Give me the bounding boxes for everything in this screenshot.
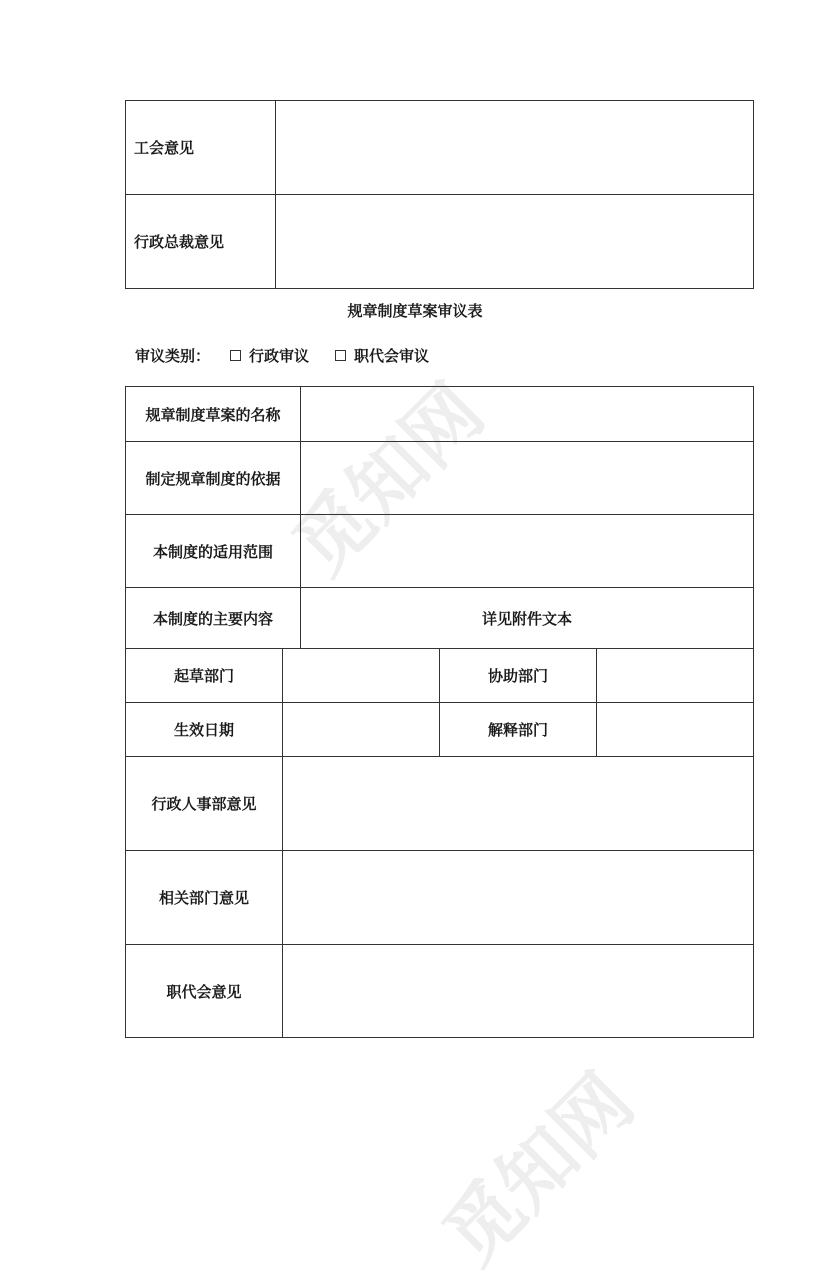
table-row [126, 195, 754, 289]
checkbox-icon[interactable] [230, 350, 241, 361]
watermark: 觅知网 [276, 366, 501, 591]
review-form-table [125, 386, 754, 1038]
union-opinion-field[interactable] [276, 101, 754, 195]
table-row [126, 851, 754, 945]
hr-opinion-label: 行政人事部意见 [126, 757, 283, 851]
table-row [126, 945, 754, 1038]
scope-label: 本制度的适用范围 [126, 515, 301, 588]
review-category-label: 审议类别： [135, 347, 211, 365]
hr-opinion-field[interactable] [283, 757, 754, 851]
draft-name-field[interactable] [301, 387, 754, 442]
effective-date-field[interactable] [283, 703, 440, 757]
ceo-opinion-field[interactable] [276, 195, 754, 289]
table-row [126, 101, 754, 195]
checkbox-icon[interactable] [335, 350, 346, 361]
basis-label: 制定规章制度的依据 [126, 442, 301, 515]
assisting-dept-field[interactable] [597, 649, 754, 703]
content-value: 详见附件文本 [301, 588, 754, 649]
union-opinion-label: 工会意见 [126, 101, 276, 195]
drafting-dept-label: 起草部门 [126, 649, 283, 703]
table-row [126, 757, 754, 851]
table-row [126, 515, 754, 588]
assisting-dept-label: 协助部门 [440, 649, 597, 703]
interpreting-dept-field[interactable] [597, 703, 754, 757]
watermark-bottom: 觅知网 [426, 1056, 651, 1281]
congress-review-label: 职代会审议 [354, 347, 430, 365]
congress-opinion-field[interactable] [283, 945, 754, 1038]
form-title: 规章制度草案审议表 [347, 302, 483, 320]
table-row [126, 703, 754, 757]
content-label: 本制度的主要内容 [126, 588, 301, 649]
review-category [135, 345, 455, 366]
congress-review-option[interactable] [335, 345, 429, 366]
drafting-dept-field[interactable] [283, 649, 440, 703]
ceo-opinion-label: 行政总裁意见 [126, 195, 276, 289]
table-row [126, 649, 754, 703]
admin-review-option[interactable] [230, 345, 309, 366]
related-dept-opinion-label: 相关部门意见 [126, 851, 283, 945]
related-dept-opinion-field[interactable] [283, 851, 754, 945]
effective-date-label: 生效日期 [126, 703, 283, 757]
scope-field[interactable] [301, 515, 754, 588]
basis-field[interactable] [301, 442, 754, 515]
top-opinion-table [125, 100, 754, 289]
draft-name-label: 规章制度草案的名称 [126, 387, 301, 442]
congress-opinion-label: 职代会意见 [126, 945, 283, 1038]
table-row [126, 387, 754, 442]
interpreting-dept-label: 解释部门 [440, 703, 597, 757]
table-row [126, 442, 754, 515]
admin-review-label: 行政审议 [249, 347, 310, 365]
table-row [126, 588, 754, 649]
